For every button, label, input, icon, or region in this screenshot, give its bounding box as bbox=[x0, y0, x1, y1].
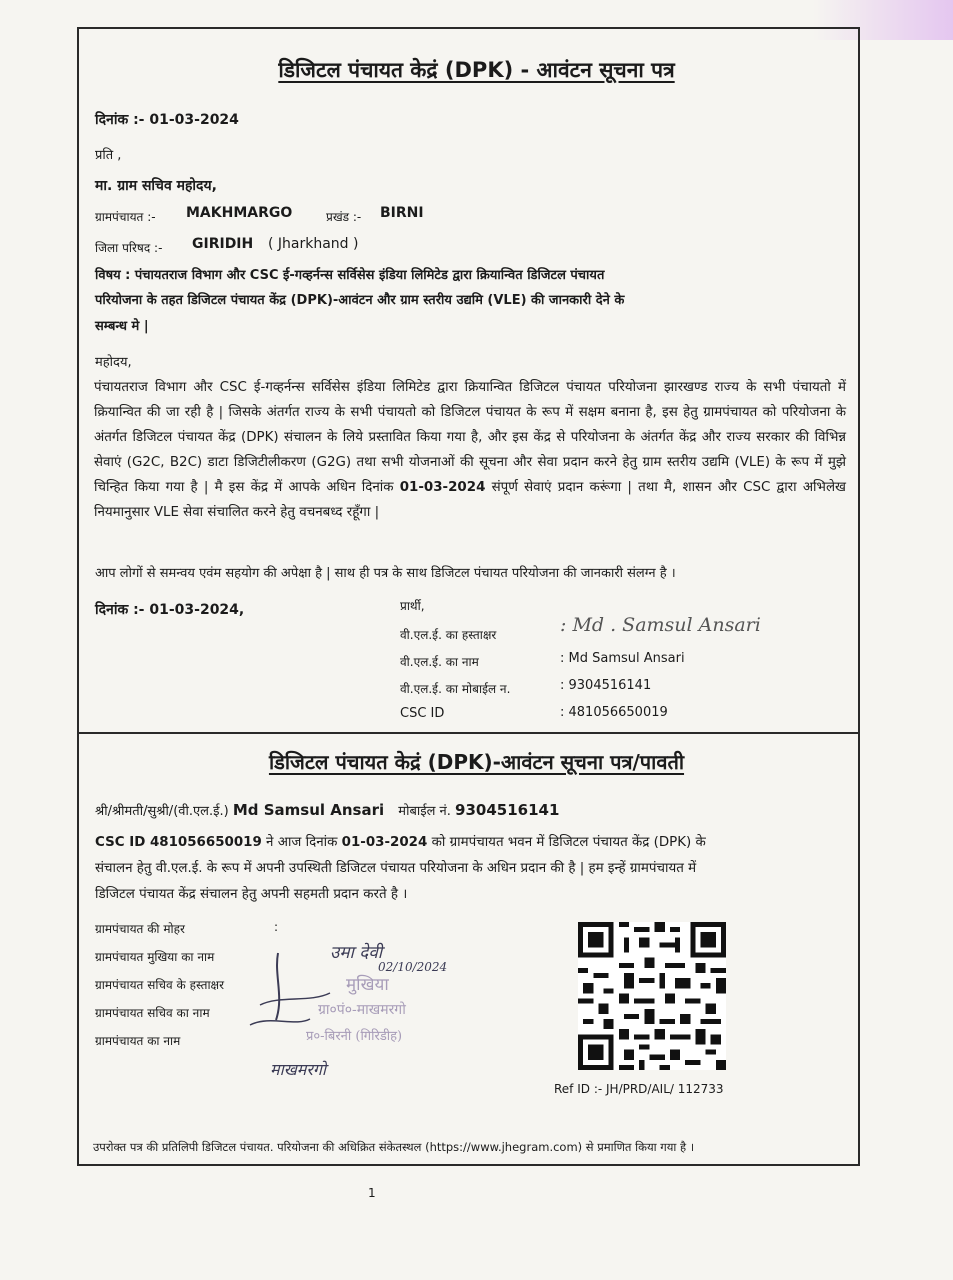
footer-note: उपरोक्त पत्र की प्रतिलिपी डिजिटल पंचायत. परियोजना की अधिक्रित संकेतस्थल (https://www.jhegram.com) से प्रमाणित किया गया है । bbox=[93, 1140, 695, 1154]
receipt-text-b: को ग्रामपंचायत भवन में डिजिटल पंचायत केंद्र (DPK) के bbox=[431, 835, 706, 850]
mukhiya-handwritten-date: 02/10/2024 bbox=[378, 960, 448, 974]
secretary-sign-label: ग्रामपंचायत सचिव के हस्ताक्षर bbox=[95, 978, 225, 992]
csc-id-value: : 481056650019 bbox=[560, 705, 668, 720]
receipt-mobile-label: मोबाईल नं. bbox=[398, 804, 451, 819]
stamp-line-2: ग्रा०पं०-माखमरगो bbox=[318, 1002, 406, 1018]
mukhiya-handwritten-name: उमा देवी bbox=[330, 943, 383, 963]
receipt-name-prefix: श्री/श्रीमती/सुश्री/(वी.एल.ई.) bbox=[95, 804, 229, 819]
gram-panchayat-value: MAKHMARGO bbox=[186, 205, 293, 221]
body-p1-part-b: संपूर्ण सेवाएं प्रदान करूंगा | तथा मै, शासन और CSC द्वारा अभिलेख नियमानुसार VLE सेवा संचालित करने हेतु वचनबध्द रहूँगा | bbox=[94, 480, 846, 520]
notice-title: डिजिटल पंचायत केद्रं (DPK) - आवंटन सूचना पत्र bbox=[278, 58, 675, 82]
receipt-title: डिजिटल पंचायत केद्रं (DPK)-आवंटन सूचना पत्र/पावती bbox=[268, 750, 685, 774]
receipt-line-1 bbox=[95, 832, 706, 850]
subject-line-2: परियोजना के तहत डिजिटल पंचायत केंद्र (DPK)-आवंटन और ग्राम स्तरीय उद्यमि (VLE) की जानकारी देने के bbox=[95, 293, 625, 308]
district-value: GIRIDIH bbox=[192, 236, 254, 252]
subject-line-3: सम्बन्ध मे | bbox=[95, 319, 149, 334]
bottom-date: दिनांक :- 01-03-2024, bbox=[95, 602, 245, 618]
block-label: प्रखंड :- bbox=[326, 210, 362, 224]
vle-sign-label: वी.एल.ई. का हस्ताक्षर bbox=[400, 628, 497, 642]
stamp-line-1: मुखिया bbox=[346, 975, 389, 995]
addressee: मा. ग्राम सचिव महोदय, bbox=[95, 178, 217, 194]
receipt-line-2: संचालन हेतु वी.एल.ई. के रूप में अपनी उपस्थिती डिजिटल पंचायत परियोजना के अधिन प्रदान की है | हम इन्हें ग्रामपंचायत में bbox=[95, 861, 697, 876]
receipt-csc-id: CSC ID 481056650019 bbox=[95, 835, 262, 850]
ref-id: Ref ID :- JH/PRD/AIL/ 112733 bbox=[554, 1082, 724, 1096]
receipt-name-line bbox=[95, 801, 559, 819]
state-value: ( Jharkhand ) bbox=[268, 236, 359, 252]
district-label: जिला परिषद :- bbox=[95, 241, 163, 255]
vle-name-value: : Md Samsul Ansari bbox=[560, 651, 685, 666]
gram-panchayat-label: ग्रामपंचायत :- bbox=[95, 210, 156, 224]
to-line: प्रति , bbox=[95, 148, 122, 163]
mukhiya-label: ग्रामपंचायत मुखिया का नाम bbox=[95, 950, 215, 964]
seal-label: ग्रामपंचायत की मोहर bbox=[95, 922, 185, 936]
panchayat-name-label: ग्रामपंचायत का नाम bbox=[95, 1034, 181, 1048]
body-paragraph-1 bbox=[94, 375, 846, 525]
receipt-text-a: ने आज दिनांक bbox=[266, 835, 338, 850]
vle-mobile-label: वी.एल.ई. का मोबाईल न. bbox=[400, 682, 511, 696]
receipt-name-value: Md Samsul Ansari bbox=[232, 801, 385, 819]
page-mark: 1 bbox=[368, 1186, 376, 1200]
subject-line-1: विषय : पंचायतराज विभाग और CSC ई-गव्हर्नन्स सर्विसेस इंडिया लिमिटेड द्वारा क्रियान्वित डिजिटल पंचायत bbox=[95, 268, 605, 283]
receipt-mobile-value: 9304516141 bbox=[455, 801, 560, 819]
vle-mobile-value: : 9304516141 bbox=[560, 678, 652, 693]
section-divider bbox=[79, 732, 858, 734]
handwritten-panchayat-name: माखमरगो bbox=[270, 1060, 327, 1079]
qr-code bbox=[578, 922, 726, 1070]
body-p1-date: 01-03-2024 bbox=[399, 480, 486, 495]
salutation: महोदय, bbox=[95, 355, 132, 370]
vle-signature: : Md . Samsul Ansari bbox=[560, 614, 761, 636]
applicant-label: प्रार्थी, bbox=[400, 599, 425, 613]
csc-id-label: CSC ID bbox=[400, 706, 445, 721]
body-paragraph-2: आप लोगों से समन्वय एवंम सहयोग की अपेक्षा है | साथ ही पत्र के साथ डिजिटल पंचायत परियोजना की जानकारी संलग्न है । bbox=[95, 566, 676, 581]
stamp-line-3: प्र०-बिरनी (गिरिडीह) bbox=[306, 1029, 403, 1044]
receipt-line-3: डिजिटल पंचायत केंद्र संचालन हेतु अपनी सहमती प्रदान करते है । bbox=[95, 887, 408, 902]
seal-colon: : bbox=[274, 920, 279, 934]
notice-date: दिनांक :- 01-03-2024 bbox=[95, 112, 239, 128]
secretary-name-label: ग्रामपंचायत सचिव का नाम bbox=[95, 1006, 210, 1020]
receipt-date: 01-03-2024 bbox=[341, 835, 428, 850]
body-p1-part-a: पंचायतराज विभाग और CSC ई-गव्हर्नन्स सर्विसेस इंडिया लिमिटेड द्वारा क्रियान्वित डिजिटल पंचायत परियोजना झारखण्ड राज्य के सभी पंचायतो में क्रियान्वित की जा रही है | जिसके अंतर्गत राज्य के सभी पंचायतो को डिजिटल पंचायत के रूप में सक्षम बनाना है, इस हेतु ग्रामपंचायत को परियोजना के अंतर्गत डिजिटल पंचायत केंद्र (DPK) संचालन के लिये प्रस्तावित किया गया है, और इस केंद्र से परियोजना के अंतर्गत केंद्र और राज्य सरकार की विभिन्न सेवाएं (G2C, B2C) डाटा डिजिटीलीकरण (G2G) तथा सभी योजनाओं की सूचना और सेवा प्रदान करने हेतु ग्राम स्तरीय उद्यमि (VLE) के रूप में मुझे चिन्हित किया गया है | मै इस केंद्र में आपके अधिन दिनांक bbox=[94, 380, 846, 495]
vle-name-label: वी.एल.ई. का नाम bbox=[400, 655, 479, 669]
block-value: BIRNI bbox=[380, 205, 424, 221]
